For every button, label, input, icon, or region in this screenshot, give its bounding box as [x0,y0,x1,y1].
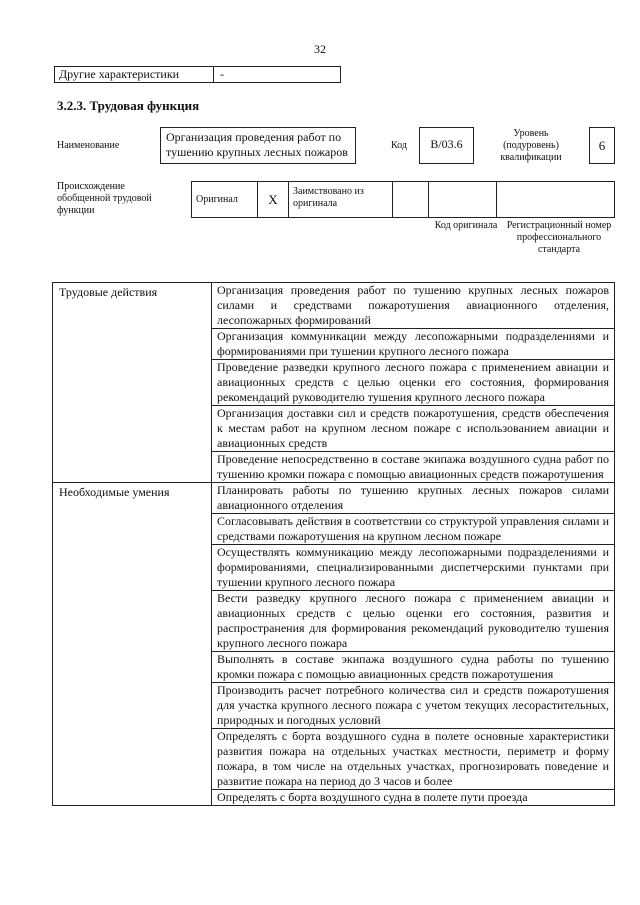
level-box: 6 [589,127,615,164]
table-row: Определять с борта воздушного судна в полете основные характеристики развития пожара на отдельных участках местности, периметр и форму пожара, в том числе на отдельных участках, прогнозировать поведение и развитие пожара на период до 3 часов и более [212,729,614,790]
code-original-label: Код оригинала [434,220,498,231]
code-label: Код [391,140,407,151]
reg-number-label: Регистрационный номер профессионального стандарта [506,220,612,255]
other-characteristics-row [54,66,341,83]
table-row: Планировать работы по тушению крупных лесных пожаров силами авиационного отделения [212,483,614,514]
reg-number-cell [497,182,614,217]
function-name-box: Организация проведения работ по тушению крупных лесных пожаров [160,127,356,164]
table-row: Организация проведения работ по тушению крупных лесных пожаров силами и средствами пожаротушения авиационного отделения, лесопожарных формирований [212,283,614,329]
original-label: Оригинал [192,182,258,217]
group-required-skills [53,483,614,805]
table-row: Проведение непосредственно в составе экипажа воздушного судна работ по тушению кромки пожара с помощью авиационных средств пожаротушения [217,452,609,481]
borrowed-label: Заимствовано из оригинала [289,182,393,217]
name-label: Наименование [57,140,120,151]
code-original-cell [429,182,497,217]
origin-label: Происхождение обобщенной трудовой функции [57,181,152,216]
section-heading: 3.2.3. Трудовая функция [57,98,200,113]
table-row: Вести разведку крупного лесного пожара с применением авиации и авиационных средств с целью оценки его состояния, развития и распространения для формирования рекомендаций руководителю тушения крупного лесного пожара [212,591,614,652]
other-characteristics-label: Другие характеристики [55,67,214,82]
other-characteristics-value: - [220,67,224,81]
page-number: 32 [314,42,326,56]
table-row: Выполнять в составе экипажа воздушного судна работы по тушению кромки пожара с помощью авиационных средств пожаротушения [212,652,614,683]
table-row: Осуществлять коммуникацию между лесопожарными подразделениями и формированиями, специализированными диспетчерскими пунктами при тушении крупного лесного пожара [212,545,614,591]
group-work-actions [53,283,614,483]
table-row: Организация коммуникации между лесопожарными подразделениями и формированиями при тушении крупного лесного пожара [212,329,614,360]
table-row: Определять с борта воздушного судна в полете пути проезда [217,790,528,804]
table-row: Проведение разведки крупного лесного пожара с применением авиации и авиационных средств с целью оценки его состояния, формирования рекомендаций руководителю тушения крупного лесного пожара [212,360,614,406]
function-code-box: B/03.6 [419,127,474,164]
table-row: Организация доставки сил и средств пожаротушения, средств обеспечения к местам работ на крупном лесном пожаре с использованием авиации и авиационных средств [212,406,614,452]
group-label: Необходимые умения [53,483,212,805]
competency-table [52,282,615,806]
table-row: Согласовывать действия в соответствии со структурой управления силами и средствами пожаротушения на крупном лесном пожаре [212,514,614,545]
table-row: Производить расчет потребного количества сил и средств пожаротушения для участка крупного лесного пожара с учетом текущих лесорастительных, природных и погодных условий [212,683,614,729]
origin-table [191,181,615,218]
group-label: Трудовые действия [53,283,212,482]
level-label: Уровень (подуровень) квалификации [500,128,562,163]
original-mark: X [258,182,289,217]
borrowed-mark-cell [393,182,429,217]
